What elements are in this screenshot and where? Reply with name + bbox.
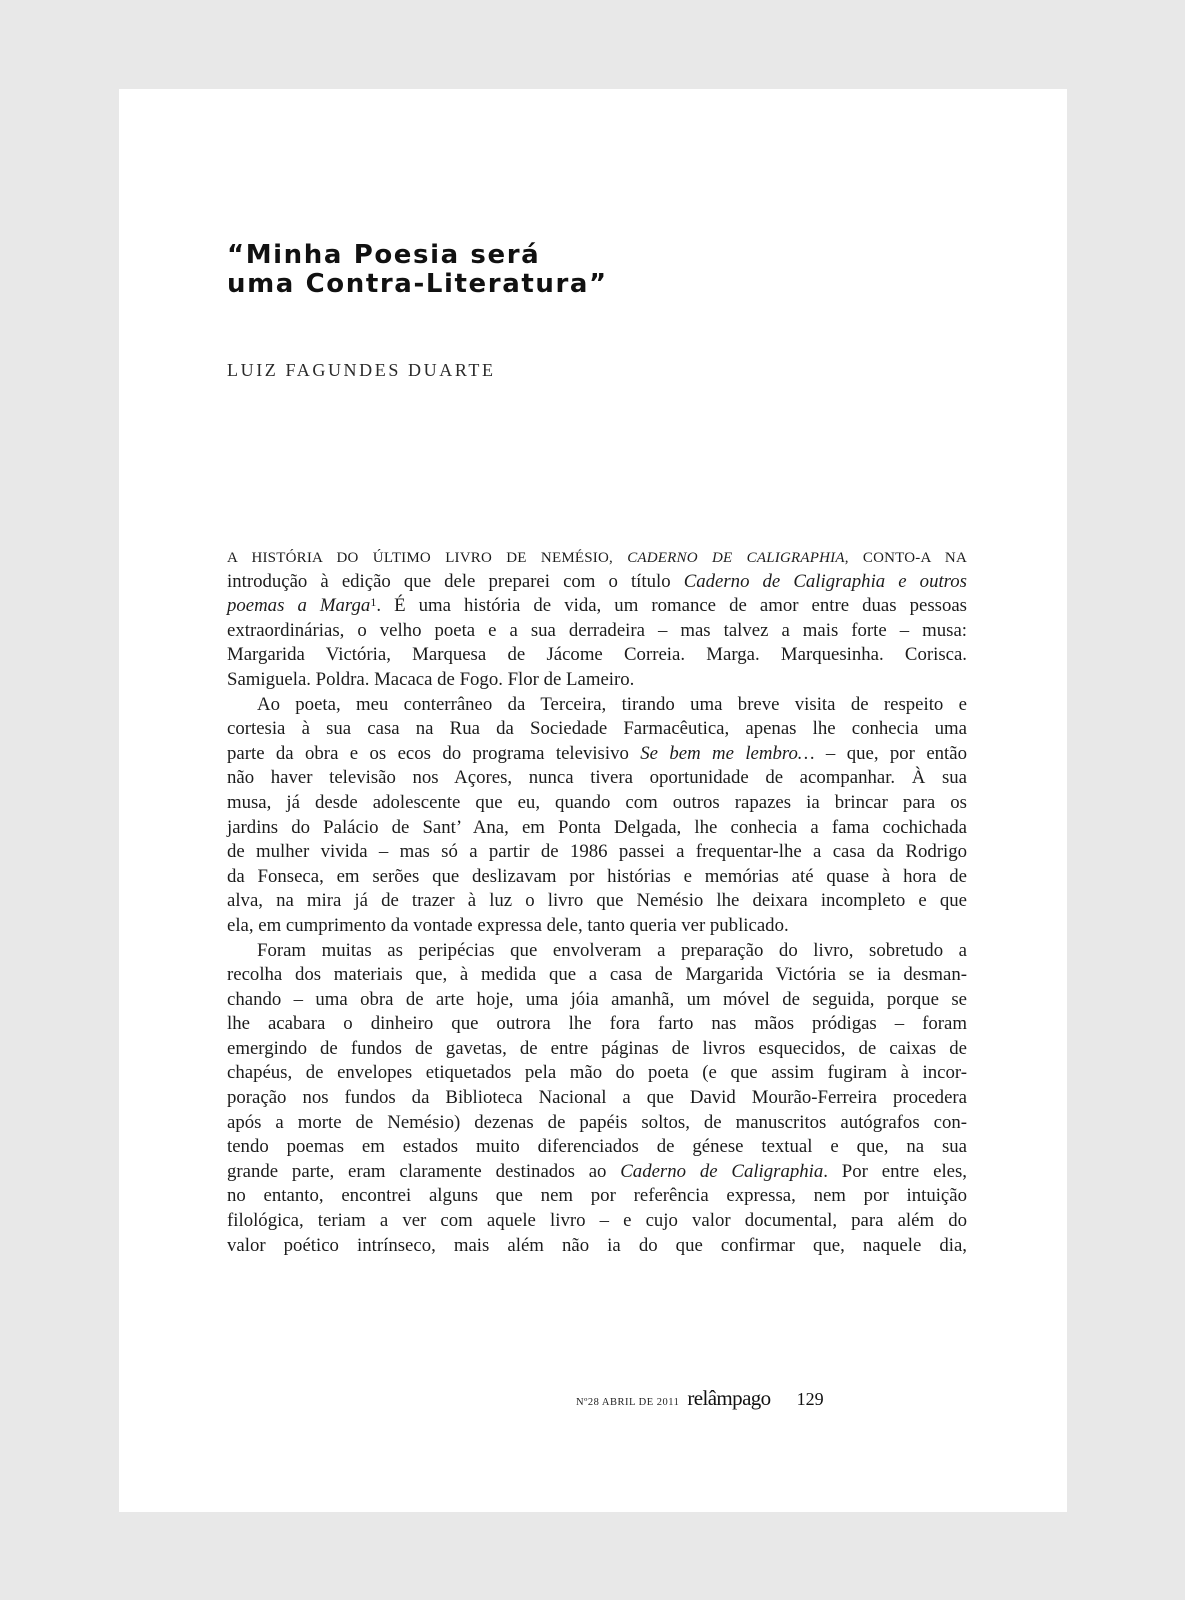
body-line: filológica, teriam a ver com aquele livro – e cujo valor documental, para além do (227, 1210, 967, 1232)
magazine-name: relâmpago (687, 1386, 771, 1410)
body-line: Margarida Victória, Marquesa de Jácome Correia. Marga. Marquesinha. Corisca. (227, 644, 967, 666)
body-line: alva, na mira já de trazer à luz o livro que Nemésio lhe deixara incompleto e que (227, 890, 967, 912)
body-line: emergindo de fundos de gavetas, de entre páginas de livros esquecidos, de caixas de (227, 1037, 967, 1059)
text-run: parte da obra e os ecos do programa televisivo (227, 742, 641, 764)
article-title-line-1: “Minha Poesia será (227, 240, 541, 270)
body-line: após a morte de Nemésio) dezenas de papéis soltos, de manuscritos autógrafos con- (227, 1111, 967, 1133)
book-title-caps: CADERNO DE CALIGRAPHIA (627, 550, 845, 566)
footnote-marker: 1 (370, 595, 377, 610)
text-run: grande parte, eram claramente destinados ao (227, 1160, 621, 1182)
issue-info: Nº28 ABRIL DE 2011 (576, 1397, 680, 1408)
body-line: não haver televisão nos Açores, nunca tivera oportunidade de acompanhar. À sua (227, 767, 967, 789)
italic-title: Caderno de Caligraphia (620, 1160, 824, 1182)
body-line: extraordinárias, o velho poeta e a sua derradeira – mas talvez a mais forte – musa: (227, 619, 967, 641)
body-line: lhe acabara o dinheiro que outrora lhe fora farto nas mãos pródigas – foram (227, 1013, 967, 1035)
body-line: no entanto, encontrei alguns que nem por referência expressa, nem por intuição (227, 1185, 967, 1207)
page-footer (576, 1386, 824, 1411)
body-line: chapéus, de envelopes etiquetados pela mão do poeta (e que assim fugiram à incor- (227, 1062, 967, 1084)
body-line: cortesia à sua casa na Rua da Sociedade Farmacêutica, apenas lhe conhecia uma (227, 718, 967, 740)
italic-title: poemas a Marga (227, 595, 371, 617)
body-line (227, 1160, 967, 1185)
text-run: . Por entre eles, (823, 1160, 967, 1182)
italic-title: Caderno de Caligraphia e outros (683, 570, 967, 592)
page-number: 129 (796, 1389, 824, 1409)
body-line: chando – uma obra de arte hoje, uma jóia amanhã, um móvel de seguida, porque se (227, 988, 967, 1010)
body-line (227, 742, 967, 767)
body-line (227, 545, 967, 570)
article-title (227, 241, 927, 299)
text-run: introdução à edição que dele preparei com o título (227, 570, 684, 592)
article-body (227, 545, 967, 1258)
drop-caps-text: A HISTÓRIA DO ÚLTIMO LIVRO DE NEMÉSIO, (227, 550, 628, 566)
body-line: tendo poemas em estados muito diferenciados de génese textual e que, na sua (227, 1136, 967, 1158)
text-run: – que, por então (814, 742, 967, 764)
text-run: . É uma história de vida, um romance de amor entre duas pessoas (376, 595, 967, 617)
body-line: ela, em cumprimento da vontade expressa dele, tanto queria ver publicado. (227, 914, 789, 936)
italic-title: Se bem me lembro… (640, 742, 815, 764)
article-title-line-2: uma Contra-Literatura” (227, 269, 608, 299)
document-page (119, 89, 1067, 1512)
body-line: recolha dos materiais que, à medida que a casa de Margarida Victória se ia desman- (227, 964, 967, 986)
body-line: da Fonseca, em serões que deslizavam por histórias e memórias até quase à hora de (227, 865, 967, 887)
drop-caps-text: , CONTO-A NA (844, 550, 968, 566)
body-line: Samiguela. Poldra. Macaca de Fogo. Flor de Lameiro. (227, 668, 635, 690)
article-author: LUIZ FAGUNDES DUARTE (227, 360, 496, 380)
body-line: valor poético intrínseco, mais além não ia do que confirmar que, naquele dia, (227, 1234, 967, 1256)
body-line (227, 570, 967, 595)
body-line: Foram muitas as peripécias que envolveram a preparação do livro, sobretudo a (257, 939, 967, 961)
body-line: musa, já desde adolescente que eu, quando com outros rapazes ia brincar para os (227, 791, 967, 813)
body-line: poração nos fundos da Biblioteca Nacional a que David Mourão-Ferreira procedera (227, 1087, 967, 1109)
body-line: de mulher vivida – mas só a partir de 1986 passei a frequentar-lhe a casa da Rodrigo (227, 841, 967, 863)
body-line: Ao poeta, meu conterrâneo da Terceira, tirando uma breve visita de respeito e (257, 693, 967, 715)
body-line: jardins do Palácio de Sant’ Ana, em Ponta Delgada, lhe conhecia a fama cochichada (227, 816, 967, 838)
body-line (227, 594, 967, 619)
